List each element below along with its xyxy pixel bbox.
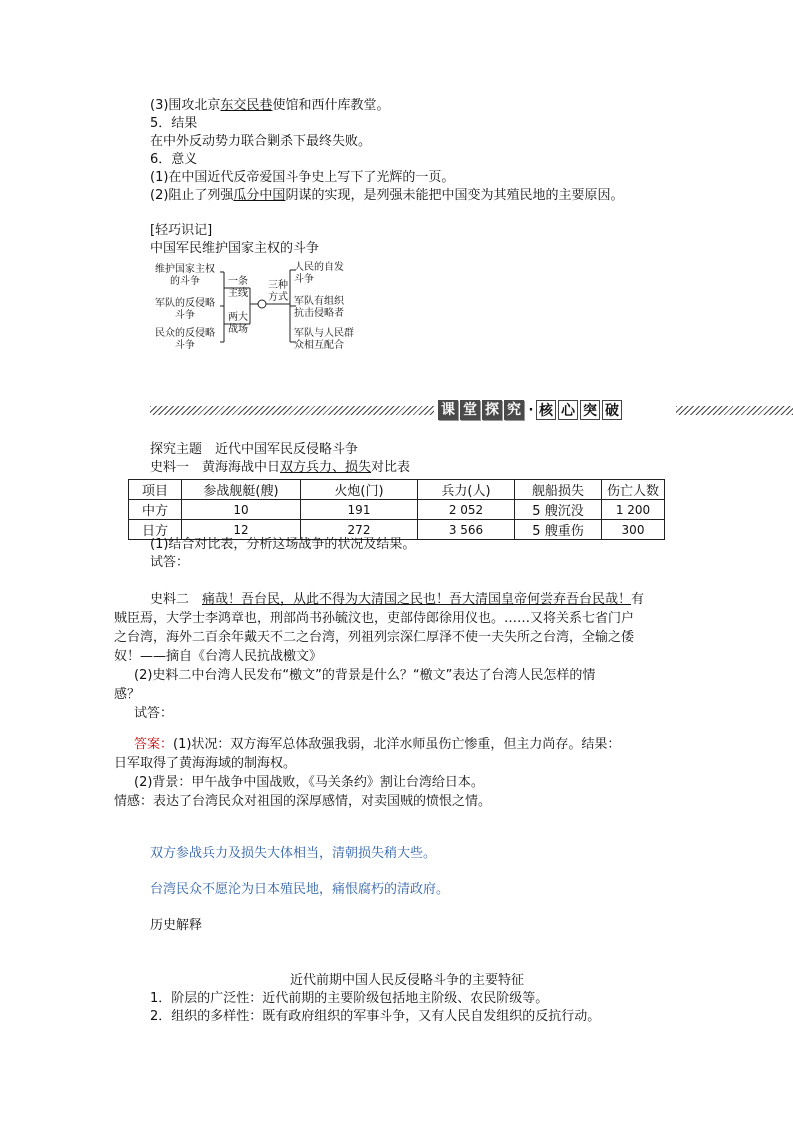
table-cell: 12 [182, 520, 301, 540]
answer-label-2: 试答： [134, 706, 174, 721]
history-point-1: 1．阶层的广泛性：近代前期的主要阶级包括地主阶级、农民阶级等。 [150, 991, 549, 1006]
question-2-line-1: (2)史料二中台湾人民发布“檄文”的背景是什么？“檄文”表达了台湾人民怎样的情 [134, 668, 596, 683]
table-header-cell: 兵力(人) [418, 480, 515, 500]
source-2-line-2: 贼臣焉，大学士李鸿章也，刑部尚书孙毓汶也，吏部侍郎徐用仪也。……又将关系七省门户 [114, 611, 635, 626]
history-label: 历史解释 [150, 918, 203, 933]
answer-line-3: (2)背景：甲午战争中国战败，《马关条约》割让台湾给日本。 [134, 775, 484, 790]
banner-char: 究 [504, 400, 524, 420]
source-2-line-1: 史料二 痛哉！吾台民，从此不得为大清国之民也！吾大清国皇帝何尝弃吾台民哉！有 [150, 592, 645, 607]
banner-char: 堂 [460, 400, 480, 420]
banner-char: 课 [438, 400, 458, 420]
banner-char: 心 [558, 400, 578, 420]
history-point-2: 2．组织的多样性：既有政府组织的军事斗争，又有人民自发组织的反抗行动。 [150, 1009, 601, 1024]
table-cell: 5 艘重伤 [515, 520, 602, 540]
question-2-line-2: 感？ [114, 687, 141, 702]
meaning-heading: 6．意义 [150, 152, 198, 167]
hint-1: 双方参战兵力及损失大体相当，清朝损失稍大些。 [150, 846, 437, 861]
banner-dot: · [528, 402, 534, 418]
banner-char: 破 [602, 400, 622, 420]
table-cell: 1 200 [602, 500, 665, 520]
table-cell: 3 566 [418, 520, 515, 540]
table-cell: 中方 [129, 500, 182, 520]
mindmap-right-1: 人民的自发 斗争 [294, 262, 344, 285]
memo-heading: [轻巧识记] [150, 223, 213, 238]
table-cell: 300 [602, 520, 665, 540]
mindmap-right-3: 军队与人民群 众相互配合 [294, 328, 354, 351]
table-cell: 日方 [129, 520, 182, 540]
hint-2: 台湾民众不愿沦为日本殖民地，痛恨腐朽的清政府。 [150, 882, 450, 897]
banner-title [438, 398, 624, 422]
explore-topic: 探究主题 近代中国军民反侵略斗争 [150, 442, 359, 457]
item-3-text: (3)围攻北京东交民巷使馆和西什库教堂。 [150, 98, 390, 113]
answer-line-1: 答案：(1)状况：双方海军总体敌强我弱，北洋水师虽伤亡惨重，但主力尚存。结果： [134, 737, 621, 752]
table-header-cell: 舰船损失 [515, 480, 602, 500]
banner-char: 突 [580, 400, 600, 420]
table-row [129, 500, 665, 520]
mindmap-left-1: 维护国家主权 的斗争 [155, 264, 215, 287]
table-header-cell: 项目 [129, 480, 182, 500]
source-1-title: 史料一 黄海海战中日双方兵力、损失对比表 [150, 460, 411, 475]
question-1: (1)结合对比表，分析这场战争的状况及结果。 [150, 537, 416, 552]
banner-char: 核 [536, 400, 556, 420]
memo-title: 中国军民维护国家主权的斗争 [150, 241, 320, 256]
answer-label-1: 试答： [150, 555, 190, 570]
result-heading: 5．结果 [150, 116, 198, 131]
table-header-row [129, 480, 665, 500]
mindmap-mid-2: 两大 战场 [228, 312, 248, 335]
source-2-line-4: 奴！——摘自《台湾人民抗战檄文》 [114, 649, 323, 664]
table-cell: 272 [301, 520, 418, 540]
mindmap-left-2: 军队的反侵略 斗争 [155, 298, 215, 321]
table-cell: 191 [301, 500, 418, 520]
comparison-table [128, 479, 665, 540]
source-2-line-3: 之台湾，海外二百余年戴天不二之台湾，列祖列宗深仁厚泽不使一夫失所之台湾，全输之倭 [114, 630, 635, 645]
section-banner [150, 398, 793, 422]
banner-char: 探 [482, 400, 502, 420]
table-cell: 10 [182, 500, 301, 520]
table-header-cell: 火炮(门) [301, 480, 418, 500]
result-text: 在中外反动势力联合剿杀下最终失败。 [150, 134, 372, 149]
answer-line-4: 情感：表达了台湾民众对祖国的深厚感情，对卖国贼的愤恨之情。 [114, 794, 492, 809]
table-header-cell: 参战舰艇(艘) [182, 480, 301, 500]
mindmap-mid-1: 一条 主线 [228, 276, 248, 299]
mindmap-left-3: 民众的反侵略 斗争 [155, 328, 215, 351]
table-cell: 2 052 [418, 500, 515, 520]
mindmap-right-2: 军队有组织 抗击侵略者 [294, 296, 344, 319]
history-title: 近代前期中国人民反侵略斗争的主要特征 [290, 973, 525, 988]
answer-line-2: 日军取得了黄海海域的制海权。 [114, 756, 297, 771]
table-cell: 5 艘沉没 [515, 500, 602, 520]
banner-hatch-right [676, 406, 793, 415]
mindmap-center: 三种 方式 [268, 280, 288, 303]
table-header-cell: 伤亡人数 [602, 480, 665, 500]
meaning-point-2: (2)阻止了列强瓜分中国阴谋的实现，是列强未能把中国变为其殖民地的主要原因。 [150, 188, 624, 203]
banner-hatch-left [150, 406, 434, 415]
mindmap-diagram [150, 262, 380, 354]
meaning-point-1: (1)在中国近代反帝爱国斗争史上写下了光辉的一页。 [150, 170, 455, 185]
